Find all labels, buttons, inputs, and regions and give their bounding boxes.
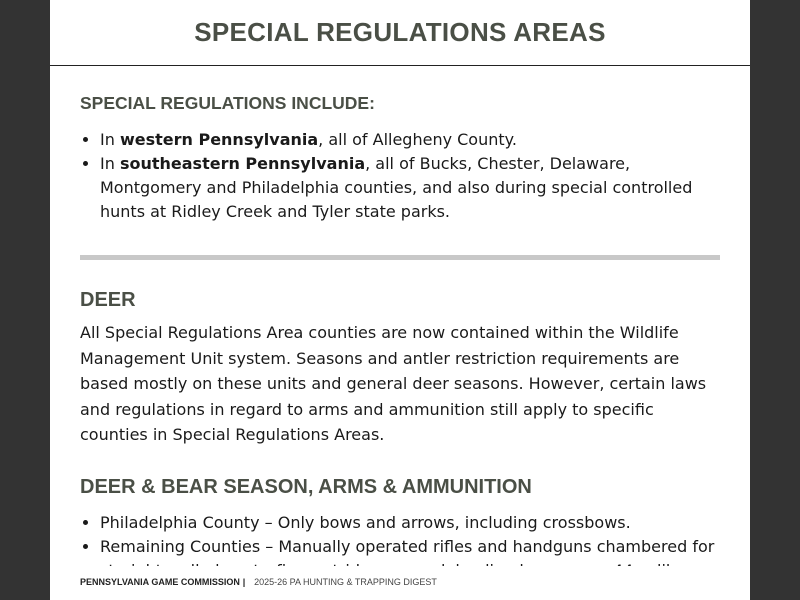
item-text: , all of Allegheny County. (318, 130, 517, 149)
section-divider (80, 255, 720, 260)
deer-heading: DEER (80, 289, 136, 311)
deer-paragraph: All Special Regulations Area counties are now contained within the Wildlife Management Unit system. Seasons and antler restriction requirements are based mostly on these units and general deer seasons. However, certain laws and regulations in regard to arms and ammunition still apply to specific counties in Special Regulations Areas. (80, 323, 707, 445)
intro-list (80, 128, 720, 224)
intro-heading: SPECIAL REGULATIONS INCLUDE: (80, 93, 375, 113)
page-title: SPECIAL REGULATIONS AREAS (194, 17, 606, 47)
arms-heading: DEER & BEAR SEASON, ARMS & AMMUNITION (80, 475, 532, 498)
content (80, 66, 720, 583)
item-prefix: In (100, 154, 120, 173)
page-footer (50, 566, 750, 600)
list-item-remaining: • Remaining Counties – Manually operated rifles and handguns chambered for (100, 535, 720, 583)
list-item-western (100, 128, 720, 152)
list-item-southeastern (100, 152, 720, 224)
list-item-philadelphia: • Philadelphia County – Only bows and arrows, including crossbows. (100, 511, 720, 535)
title-bar (50, 0, 750, 66)
footer-separator: | (242, 577, 246, 587)
document-page (50, 0, 750, 600)
footer-org: PENNSYLVANIA GAME COMMISSION (80, 577, 240, 587)
footer-publication: 2025-26 PA HUNTING & TRAPPING DIGEST (254, 577, 437, 587)
region-name: southeastern Pennsylvania (119, 154, 366, 173)
item-prefix: In (100, 130, 120, 149)
region-name: western Pennsylvania (119, 130, 319, 149)
item-text: , all of Bucks, Chester, Delaware, Montgomery and Philadelphia counties, and also during special controlled hunts at Ridley Creek and Tyler state parks. (100, 154, 693, 221)
